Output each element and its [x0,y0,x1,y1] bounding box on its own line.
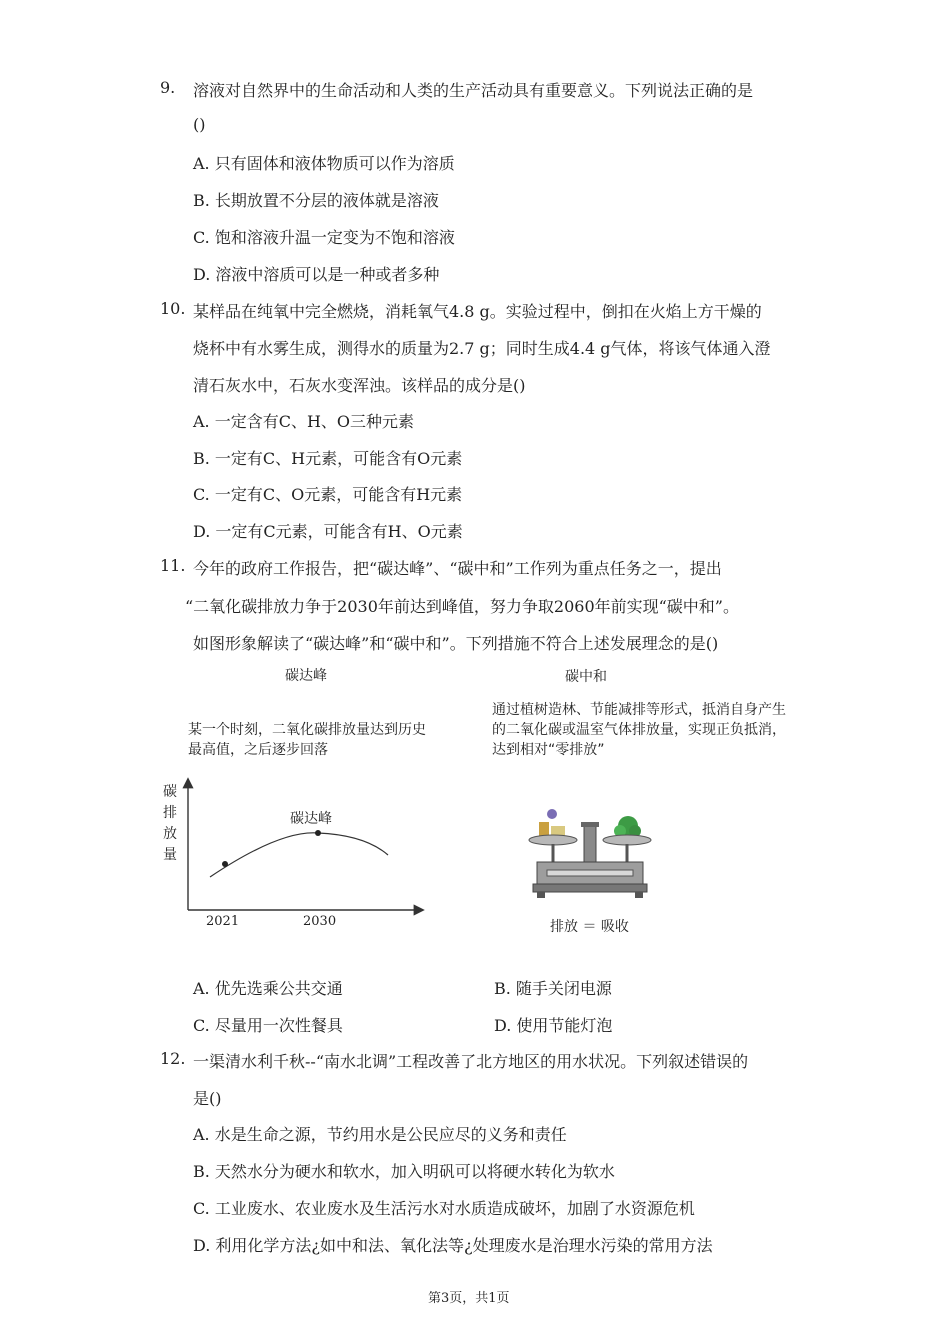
figure-right-description: 通过植树造林、节能减排等形式，抵消自身产生的二氧化碳或温室气体排放量，实现正负抵消，达到相对“零排放” [492,702,786,758]
q9-option-b: B. 长期放置不分层的液体就是溶液 [193,191,439,210]
peak-label: 碳达峰 [290,811,332,827]
y-axis-label-char: 排 [163,805,177,821]
q10-stem-line2: 烧杯中有水雾生成，测得水的质量为2.7 g；同时生成4.4 g气体，将该气体通入澄 [193,339,771,358]
figure-left-description: 某一个时刻，二氧化碳排放量达到历史最高值，之后逐步回落 [188,722,426,758]
q12-option-d: D. 利用化学方法¿如中和法、氧化法等¿处理废水是治理水污染的常用方法 [193,1236,713,1255]
x-tick-2030: 2030 [303,914,337,929]
q11-stem-line1: 今年的政府工作报告，把“碳达峰”、“碳中和”工作列为重点任务之一，提出 [193,559,722,578]
q10-stem-line3: 清石灰水中，石灰水变浑浊。该样品的成分是() [193,376,526,395]
x-tick-2021: 2021 [206,914,240,929]
y-axis-label-char: 量 [163,847,177,863]
q11-option-c: C. 尽量用一次性餐具 [193,1016,343,1035]
q9-option-a: A. 只有固体和液体物质可以作为溶质 [193,154,455,173]
q11-option-a: A. 优先选乘公共交通 [193,979,343,998]
factory-icon [539,822,549,836]
point-2030-peak [315,830,321,836]
q9-option-c: C. 饱和溶液升温一定变为不饱和溶液 [193,228,455,247]
carbon-peak-chart [180,775,430,920]
q11-stem-line3: 如图形象解读了“碳达峰”和“碳中和”。下列措施不符合上述发展理念的是() [193,634,719,653]
q9-stem-line1: 溶液对自然界中的生命活动和人类的生产活动具有重要意义。下列说法正确的是 [193,81,754,100]
emission-curve [210,833,388,877]
q10-stem-line1: 某样品在纯氧中完全燃烧，消耗氧气4.8 g。实验过程中，倒扣在火焰上方干燥的 [193,302,762,321]
scale-pillar [584,824,596,864]
q9-option-d: D. 溶液中溶质可以是一种或者多种 [193,265,440,284]
balance-caption: 排放 ＝ 吸收 [550,919,629,935]
figure-right-title: 碳中和 [565,669,607,685]
q10-option-d: D. 一定有C元素，可能含有H、O元素 [193,522,463,541]
y-axis-label [163,782,177,866]
q10-option-b: B. 一定有C、H元素，可能含有O元素 [193,449,463,468]
q9-number: 9. [160,78,176,97]
q11-stem-line2: “二氧化碳排放力争于2030年前达到峰值，努力争取2060年前实现“碳中和”。 [185,597,739,616]
q12-stem-line1: 一渠清水利千秋--“南水北调”工程改善了北方地区的用水状况。下列叙述错误的 [193,1052,749,1071]
smoke-icon [547,809,557,819]
left-pan [529,835,577,845]
q10-number: 10. [160,299,186,318]
page-footer: 第3页，共1页 [428,1291,510,1306]
building-icon [551,826,565,836]
q12-number: 12. [160,1049,186,1068]
q12-option-c: C. 工业废水、农业废水及生活污水对水质造成破坏，加剧了水资源危机 [193,1199,695,1218]
q11-option-d: D. 使用节能灯泡 [494,1016,613,1035]
q11-number: 11. [160,556,186,575]
q12-stem-line2: 是() [193,1089,222,1108]
scale-ruler [547,870,633,876]
q10-option-a: A. 一定含有C、H、O三种元素 [193,412,415,431]
q12-option-a: A. 水是生命之源，节约用水是公民应尽的义务和责任 [193,1125,567,1144]
q11-option-b: B. 随手关闭电源 [494,979,612,998]
balance-scale-illustration [525,800,655,910]
right-pan [603,835,651,845]
y-axis-label-char: 放 [163,826,177,842]
q10-option-c: C. 一定有C、O元素，可能含有H元素 [193,485,463,504]
point-2021 [222,861,228,867]
y-axis-label-char: 碳 [163,784,177,800]
figure-left-title: 碳达峰 [285,668,327,684]
q12-option-b: B. 天然水分为硬水和软水，加入明矾可以将硬水转化为软水 [193,1162,615,1181]
q9-stem-line2: () [193,115,206,134]
